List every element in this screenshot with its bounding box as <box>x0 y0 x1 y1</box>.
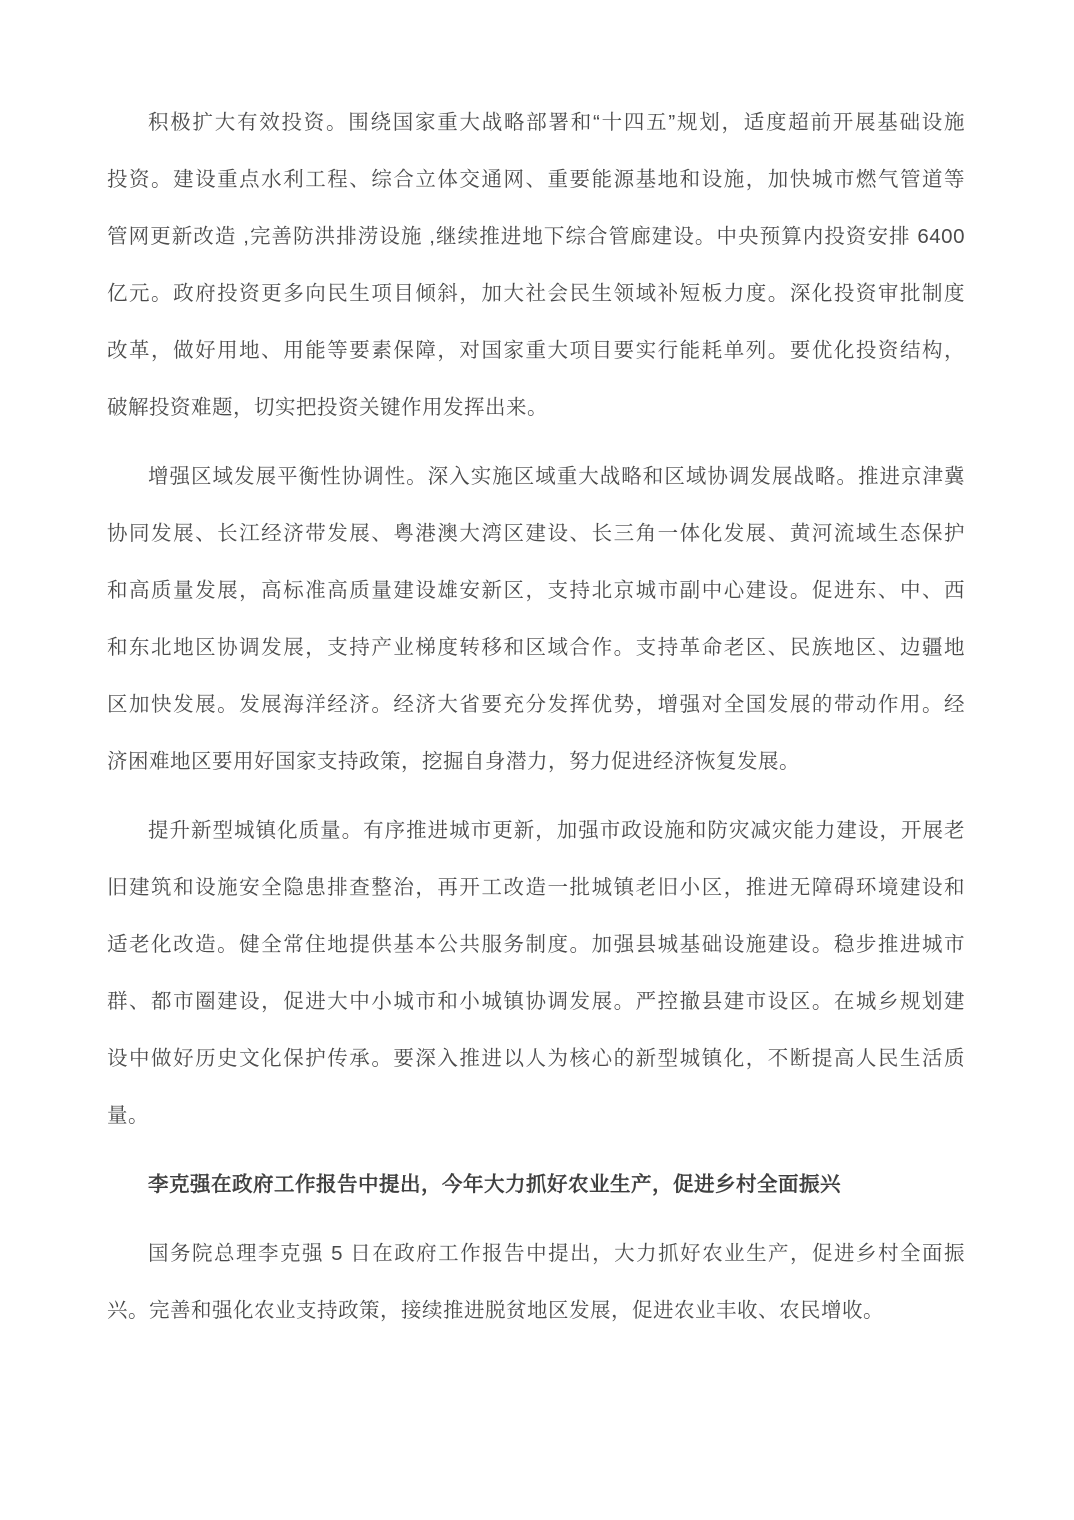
text-line: 国务院总理李克强 5 日在政府工作报告中提出，大力抓好农业生产，促进乡村全面振 <box>148 1242 965 1265</box>
paragraph-agriculture <box>107 1225 965 1339</box>
text-line: 设中做好历史文化保护传承。要深入推进以人为核心的新型城镇化，不断提高人民生活质 <box>107 1047 965 1070</box>
text-line: 管网更新改造 ,完善防洪排涝设施 ,继续推进地下综合管廊建设。中央预算内投资安排 6400 <box>107 225 965 248</box>
text-line: 旧建筑和设施安全隐患排查整治，再开工改造一批城镇老旧小区，推进无障碍环境建设和 <box>107 876 965 899</box>
text-line: 提升新型城镇化质量。有序推进城市更新，加强市政设施和防灾减灾能力建设，开展老 <box>148 819 965 842</box>
text-line: 破解投资难题，切实把投资关键作用发挥出来。 <box>107 396 548 419</box>
text-line: 改革，做好用地、用能等要素保障，对国家重大项目要实行能耗单列。要优化投资结构， <box>107 339 965 362</box>
paragraph-regional-development <box>107 448 965 790</box>
text-line: 亿元。政府投资更多向民生项目倾斜，加大社会民生领域补短板力度。深化投资审批制度 <box>107 282 965 305</box>
text-line: 济困难地区要用好国家支持政策，挖掘自身潜力，努力促进经济恢复发展。 <box>107 750 800 773</box>
text-line: 区加快发展。发展海洋经济。经济大省要充分发挥优势，增强对全国发展的带动作用。经 <box>107 693 965 716</box>
paragraph-urbanization <box>107 802 965 1144</box>
section-heading-text: 李克强在政府工作报告中提出，今年大力抓好农业生产，促进乡村全面振兴 <box>148 1173 841 1196</box>
text-line: 增强区域发展平衡性协调性。深入实施区域重大战略和区域协调发展战略。推进京津冀 <box>148 465 965 488</box>
text-line: 群、都市圈建设，促进大中小城市和小城镇协调发展。严控撤县建市设区。在城乡规划建 <box>107 990 965 1013</box>
text-line: 量。 <box>107 1104 149 1127</box>
text-line: 协同发展、长江经济带发展、粤港澳大湾区建设、长三角一体化发展、黄河流域生态保护 <box>107 522 965 545</box>
paragraph-investment <box>107 94 965 436</box>
document-content <box>107 94 965 1351</box>
text-line: 适老化改造。健全常住地提供基本公共服务制度。加强县城基础设施建设。稳步推进城市 <box>107 933 965 956</box>
text-line: 和东北地区协调发展，支持产业梯度转移和区域合作。支持革命老区、民族地区、边疆地 <box>107 636 965 659</box>
text-line: 和高质量发展，高标准高质量建设雄安新区，支持北京城市副中心建设。促进东、中、西 <box>107 579 965 602</box>
text-line: 投资。建设重点水利工程、综合立体交通网、重要能源基地和设施，加快城市燃气管道等 <box>107 168 965 191</box>
text-line: 兴。完善和强化农业支持政策，接续推进脱贫地区发展，促进农业丰收、农民增收。 <box>107 1299 884 1322</box>
section-heading-agriculture <box>107 1156 965 1213</box>
text-line: 积极扩大有效投资。围绕国家重大战略部署和“十四五”规划，适度超前开展基础设施 <box>148 111 965 134</box>
